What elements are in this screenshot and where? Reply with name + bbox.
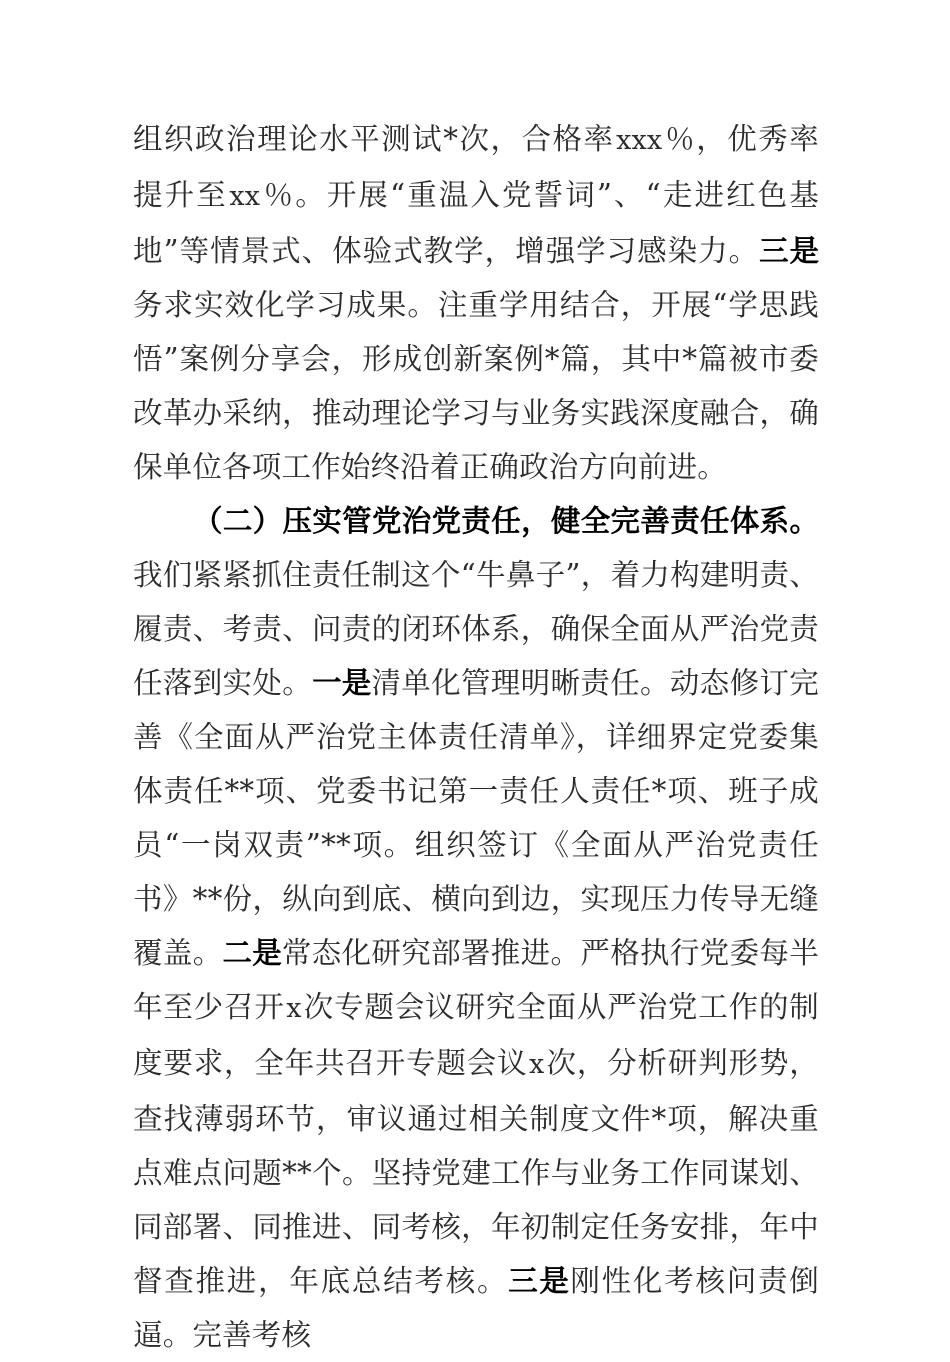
emphasis-marker: 二是	[222, 936, 282, 970]
text-run: 刚性化考核问责倒逼。完善考核	[133, 1264, 819, 1352]
text-run: 常态化研究部署推进。严格执行党委每半年至少召开	[133, 936, 819, 1024]
text-run: ％，优秀率提升至	[133, 122, 819, 212]
text-run: **	[321, 828, 351, 862]
emphasis-marker: 三是	[759, 234, 819, 268]
text-run: 篇被市委改革办采纳，推动理论学习与业务实践深度融合，确保单位各项工作始终沿着正确政治方向前进。	[133, 342, 819, 484]
section-heading-run: （二）压实管党治党责任，健全完善责任体系。	[193, 504, 819, 538]
latin-placeholder-run: x	[528, 1049, 545, 1080]
paragraph-two-responsibility	[133, 494, 819, 1362]
document-text-column	[133, 112, 819, 1362]
text-run: 次，分析研判形势，查找薄弱环节，审议通过相关制度文件	[133, 1046, 819, 1136]
text-run: 份，纵向到底、横向到边，实现压力传导无缝覆盖。	[133, 882, 819, 970]
emphasis-marker: 一是	[312, 666, 372, 700]
latin-placeholder-run: xxx	[616, 125, 663, 156]
text-run: *	[682, 342, 698, 376]
text-run: ％。开展“重温入党誓词”、“走进红色基地”等情景式、体验式教学，增强学习感染力。	[133, 178, 819, 268]
text-run: *	[544, 342, 560, 376]
text-run: *	[651, 774, 667, 808]
latin-placeholder-run: xx	[229, 181, 261, 212]
text-run: **	[282, 1156, 313, 1190]
text-run: 项。组织签订《全面从严治党责任书》	[133, 828, 819, 916]
text-run: 清单化管理明晰责任。动态修订完善《全面从严治党主体责任清单》，详细界定党委集体责任	[133, 666, 819, 808]
paragraph-continued-study	[133, 112, 819, 494]
latin-placeholder-run: x	[286, 993, 302, 1024]
text-run: 次，合格率	[458, 122, 615, 156]
text-run: 务求实效化学习成果。注重学用结合，开展“学思践悟”案例分享会，形成创新案例	[133, 288, 819, 376]
text-run: **	[224, 774, 255, 808]
text-run: 项，解决重点难点问题	[133, 1102, 819, 1190]
text-run: 次专题会议研究全面从严治党工作的制度要求，全年共召开专题会议	[133, 990, 819, 1080]
text-run: 篇，其中	[559, 342, 683, 376]
text-run: 项、党委书记第一责任人责任	[254, 774, 652, 808]
text-run: *	[651, 1102, 667, 1136]
text-run: *	[443, 122, 459, 156]
emphasis-marker: 三是	[508, 1264, 571, 1298]
text-run: 项、班子成员“一岗双责”	[133, 774, 819, 862]
text-run: 组织政治理论水平测试	[133, 122, 444, 156]
text-run: 个。坚持党建工作与业务工作同谋划、同部署、同推进、同考核，年初制定任务安排，年中督查推进，年底总结考核。	[133, 1156, 819, 1298]
text-run: **	[192, 882, 223, 916]
text-run: 我们紧紧抓住责任制这个“牛鼻子”，着力构建明责、履责、考责、问责的闭环体系，确保全面从严治党责任落到实处。	[133, 558, 819, 700]
